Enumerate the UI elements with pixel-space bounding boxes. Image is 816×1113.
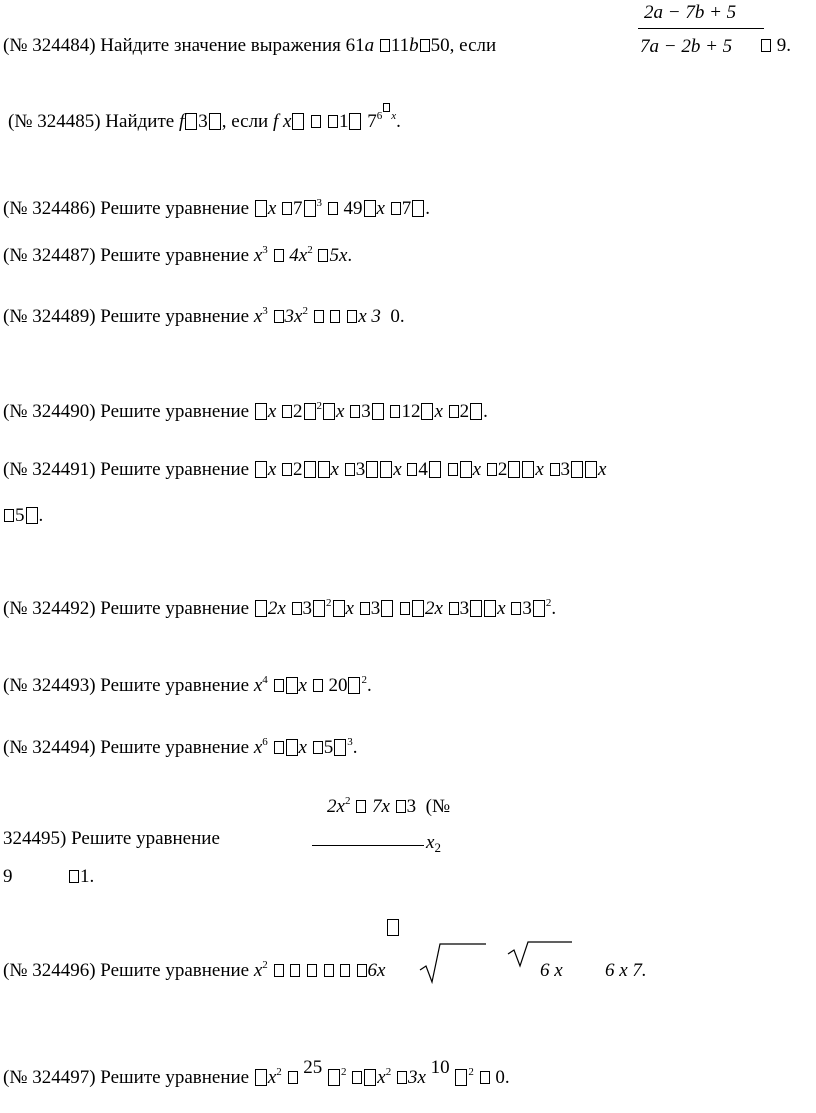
- missing-glyph: [366, 461, 378, 478]
- missing-glyph: [412, 600, 424, 617]
- missing-glyph: [390, 405, 400, 418]
- missing-glyph: [585, 461, 597, 478]
- missing-glyph: [274, 310, 284, 323]
- missing-glyph: [352, 1071, 362, 1084]
- missing-glyph: [313, 600, 325, 617]
- missing-glyph: [340, 964, 350, 977]
- fraction-numerator: 2a − 7b + 5: [644, 2, 737, 23]
- problem-number: (№ 324497): [3, 1067, 96, 1088]
- missing-glyph: [350, 405, 360, 418]
- missing-glyph: [313, 679, 323, 692]
- fraction-bar: [638, 28, 764, 29]
- problem-number: (№ 324491): [3, 459, 96, 480]
- missing-glyph: [311, 115, 321, 128]
- missing-glyph: [313, 741, 323, 754]
- missing-glyph: [185, 113, 197, 130]
- missing-glyph: [387, 919, 399, 936]
- problem-number: (№ 324496): [3, 960, 96, 981]
- missing-glyph: [407, 463, 417, 476]
- missing-glyph: [484, 600, 496, 617]
- missing-glyph: [397, 1071, 407, 1084]
- missing-glyph: [318, 461, 330, 478]
- problem-number: (№ 324486): [3, 198, 96, 219]
- missing-glyph: [533, 600, 545, 617]
- missing-glyph: [328, 202, 338, 215]
- sqrt-radicand: 6 x: [540, 960, 563, 981]
- fraction-denominator: 7a − 2b + 5: [640, 36, 733, 57]
- missing-glyph: [400, 602, 410, 615]
- missing-glyph: [381, 600, 393, 617]
- problem-324489: (№ 324489) Решите уравнение $x^3$ $3x^2$ x 3 0.: [3, 305, 405, 327]
- problem-number: (№ 324487): [3, 245, 96, 266]
- missing-glyph: [470, 600, 482, 617]
- missing-glyph: [304, 200, 316, 217]
- missing-glyph: [290, 964, 300, 977]
- problem-324484: (№ 324484) Найдите значение выражения 61a 11b 50, если: [3, 35, 497, 56]
- missing-glyph: [349, 113, 361, 130]
- missing-glyph: [412, 200, 424, 217]
- problem-324495-bottom: 9 1.: [3, 866, 95, 887]
- missing-glyph: [487, 463, 497, 476]
- missing-glyph: [274, 964, 284, 977]
- missing-glyph: [347, 310, 357, 323]
- missing-glyph: [255, 461, 267, 478]
- missing-glyph: [448, 463, 458, 476]
- problem-text: Решите уравнение: [100, 401, 250, 422]
- missing-glyph: [571, 461, 583, 478]
- missing-glyph: [307, 964, 317, 977]
- missing-glyph: [292, 113, 304, 130]
- problem-324491: (№ 324491) Решите уравнение x 2 x 3 x 4 x 2 x 3 x: [3, 459, 607, 480]
- missing-glyph: [396, 800, 406, 813]
- missing-glyph: [209, 113, 221, 130]
- missing-glyph: [304, 403, 316, 420]
- sqrt-sign-1: [418, 942, 488, 984]
- missing-glyph: [282, 405, 292, 418]
- problem-324491-continued: 5 .: [3, 506, 43, 525]
- missing-glyph: [282, 202, 292, 215]
- missing-glyph: [324, 964, 334, 977]
- missing-glyph: [508, 461, 520, 478]
- problem-text: Решите уравнение: [100, 960, 250, 981]
- missing-glyph: [333, 600, 345, 617]
- missing-glyph: [421, 403, 433, 420]
- missing-glyph: [550, 463, 560, 476]
- missing-glyph: [511, 602, 521, 615]
- missing-glyph: [255, 403, 267, 420]
- missing-glyph: [357, 964, 367, 977]
- missing-glyph: [383, 103, 390, 112]
- fraction-bar: [312, 845, 424, 846]
- problem-text: Решите уравнение: [100, 598, 250, 619]
- problem-324487: (№ 324487) Решите уравнение $x^3$ $4x^2$ 5x.: [3, 244, 353, 266]
- problem-text: Решите уравнение: [100, 198, 250, 219]
- missing-glyph: [455, 1069, 467, 1086]
- problem-text: Решите уравнение: [100, 675, 250, 696]
- problem-324497: (№ 324497) Решите уравнение $x^2$ 25 $^2$ $x^2$ 3x 10 $^2$ 0.: [3, 1057, 510, 1088]
- missing-glyph: [522, 461, 534, 478]
- missing-glyph: [380, 461, 392, 478]
- missing-glyph: [286, 739, 298, 756]
- problem-text: Решите уравнение: [100, 245, 250, 266]
- missing-glyph: [274, 741, 284, 754]
- missing-glyph: [345, 463, 355, 476]
- missing-glyph: [334, 739, 346, 756]
- missing-glyph: [255, 200, 267, 217]
- problem-text: 324495) Решите уравнение: [3, 828, 220, 849]
- problem-324490: (№ 324490) Решите уравнение x 2 $^2$ x 3 12 x 2 .: [3, 400, 488, 422]
- missing-glyph: [761, 39, 771, 52]
- problem-number: (№ 324492): [3, 598, 96, 619]
- problem-number: (№ 324494): [3, 737, 96, 758]
- problem-number: (№ 324484): [3, 35, 96, 56]
- problem-324493: (№ 324493) Решите уравнение $x^4$ x 20 $^2$.: [3, 674, 372, 696]
- missing-glyph: [449, 602, 459, 615]
- missing-glyph: [288, 1071, 298, 1084]
- missing-glyph: [292, 602, 302, 615]
- missing-glyph: [470, 403, 482, 420]
- missing-glyph: [26, 507, 38, 524]
- problem-number: (№ 324489): [3, 306, 96, 327]
- missing-glyph: [304, 461, 316, 478]
- missing-glyph: [460, 461, 472, 478]
- missing-glyph: [282, 463, 292, 476]
- missing-glyph: [255, 1069, 267, 1086]
- problem-text: Решите уравнение: [100, 306, 250, 327]
- missing-glyph: [286, 677, 298, 694]
- problem-324492: (№ 324492) Решите уравнение 2x 3 $^2$ x 3 2x 3 x 3 $^2$.: [3, 597, 557, 619]
- missing-glyph: [380, 39, 390, 52]
- missing-glyph: [364, 200, 376, 217]
- problem-text: Решите уравнение: [100, 737, 250, 758]
- problem-324496: (№ 324496) Решите уравнение $x^2$ 6x: [3, 959, 386, 981]
- problem-text: Найдите значение выражения 61: [100, 35, 365, 56]
- missing-glyph: [330, 310, 340, 323]
- missing-glyph: [364, 1069, 376, 1086]
- problem-number: (№ 324485): [8, 111, 101, 132]
- missing-glyph: [328, 1069, 340, 1086]
- problem-324495-main: [3, 829, 220, 848]
- problem-text: Решите уравнение: [100, 459, 250, 480]
- problem-324486: (№ 324486) Решите уравнение x 7 $^3$ 49 x 7 .: [3, 197, 430, 219]
- missing-glyph: [429, 461, 441, 478]
- problem-text: Найдите: [105, 111, 175, 132]
- missing-glyph: [323, 403, 335, 420]
- missing-glyph: [480, 1071, 490, 1084]
- problem-text: Решите уравнение: [100, 1067, 250, 1088]
- missing-glyph: [372, 403, 384, 420]
- missing-glyph: [274, 249, 284, 262]
- missing-glyph: [4, 509, 14, 522]
- missing-glyph: [356, 800, 366, 813]
- problem-number: (№ 324490): [3, 401, 96, 422]
- missing-glyph: [391, 202, 401, 215]
- missing-glyph: [328, 115, 338, 128]
- problem-324496-tail: 6 x 7.: [605, 960, 647, 981]
- fraction-denominator: $x_2$: [426, 832, 441, 855]
- missing-glyph: [360, 602, 370, 615]
- problem-324494: (№ 324494) Решите уравнение $x^6$ x 5 $^3$.: [3, 736, 358, 758]
- missing-glyph: [69, 870, 79, 883]
- missing-glyph: [255, 600, 267, 617]
- missing-glyph: [449, 405, 459, 418]
- problem-number: (№ 324493): [3, 675, 96, 696]
- missing-glyph: [318, 249, 328, 262]
- missing-glyph: [348, 677, 360, 694]
- problem-324485: (№ 324485) Найдите f 3 , если f x 1 $7^{6 x}$.: [8, 103, 401, 131]
- missing-glyph: [314, 310, 324, 323]
- fraction-324484: [634, 2, 774, 62]
- problem-324495-top: $2x^2$ 7x 3 (№: [327, 795, 451, 817]
- missing-glyph: [274, 679, 284, 692]
- missing-glyph: [420, 39, 430, 52]
